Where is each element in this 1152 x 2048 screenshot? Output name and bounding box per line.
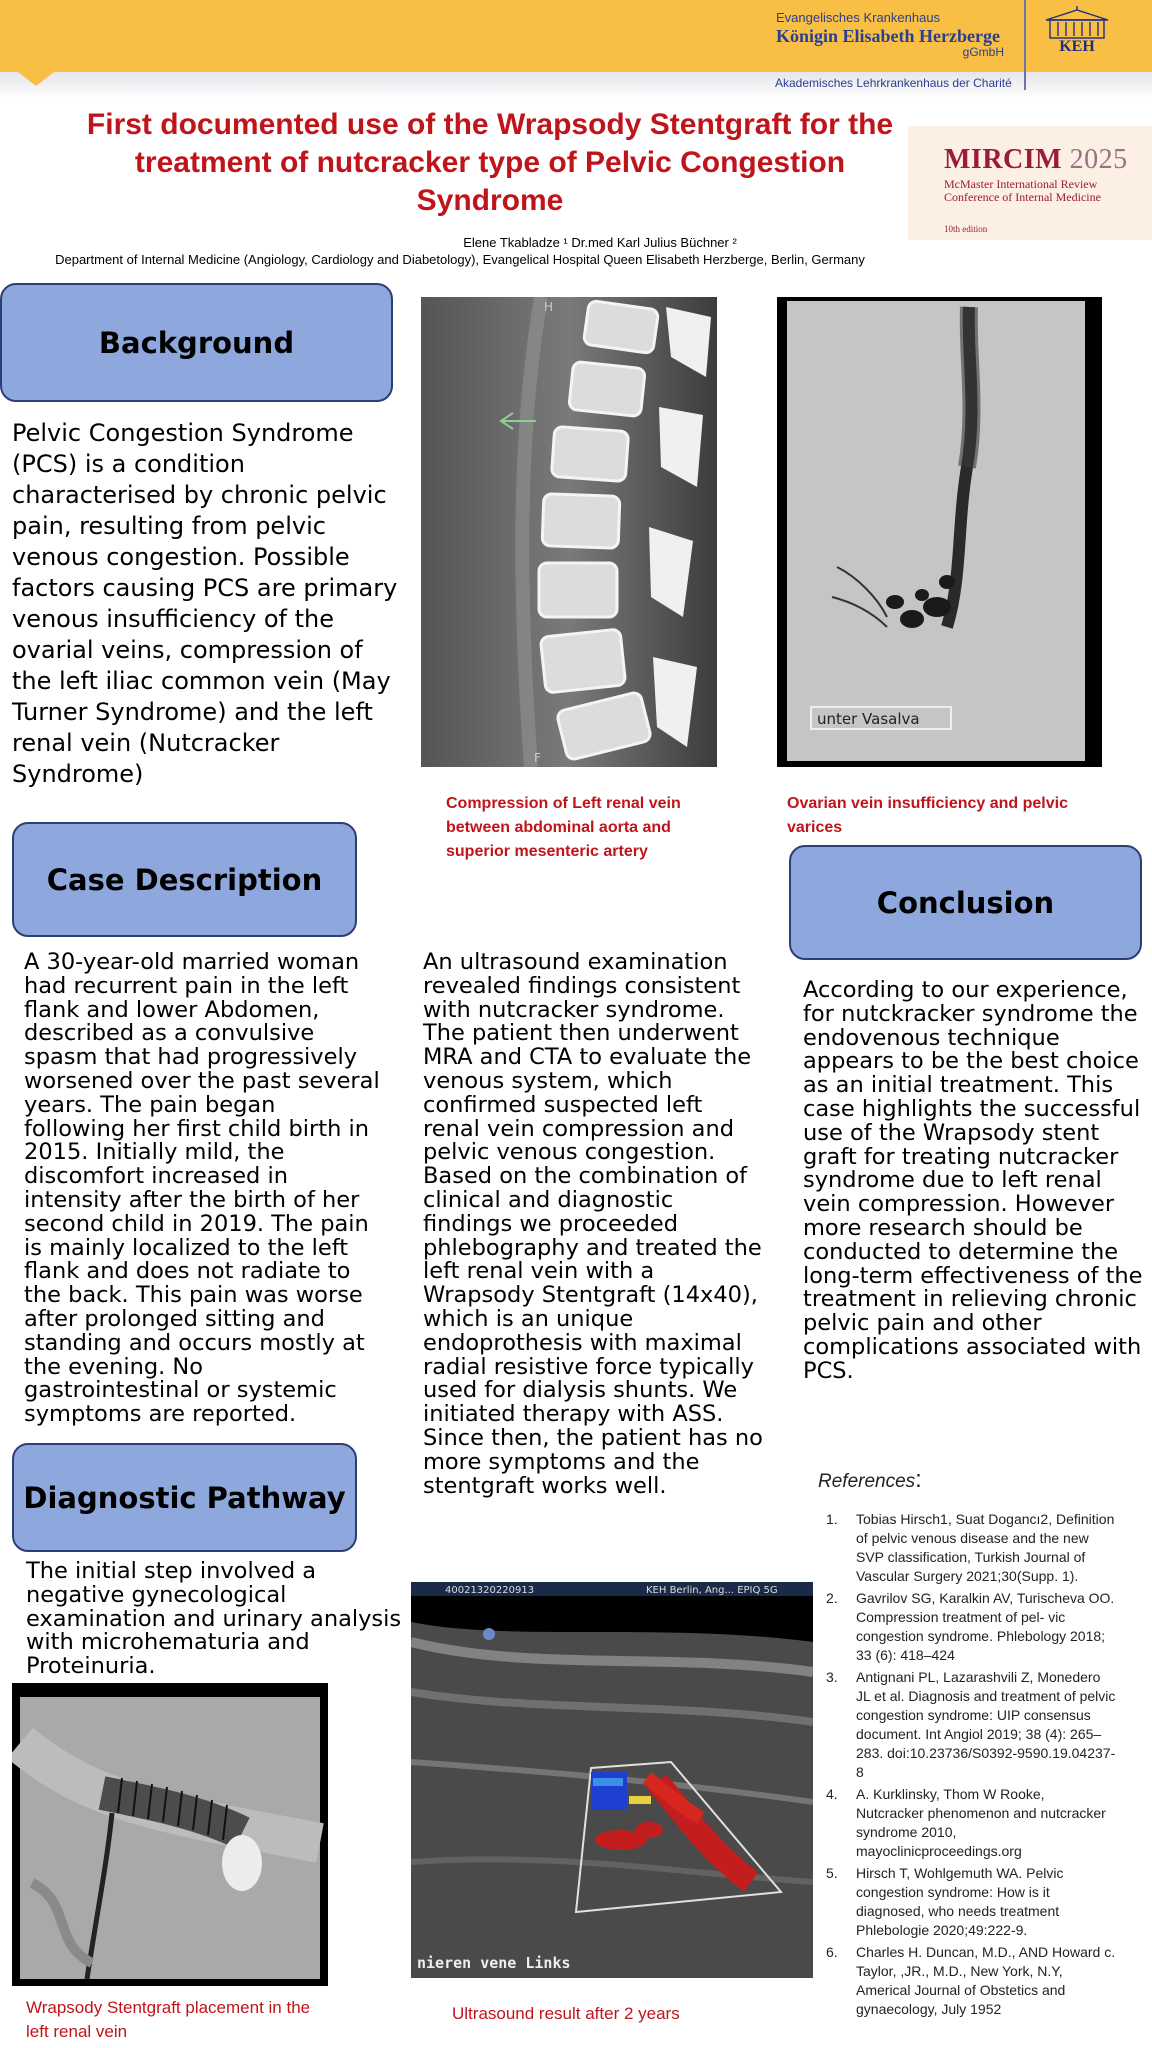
mircim-logo (908, 126, 1152, 240)
academic-label: Akademisches Lehrkrankenhaus der Charité (775, 76, 1012, 90)
diagnostic-pathway-heading: Diagnostic Pathway (12, 1443, 357, 1552)
stentgraft-caption: Wrapsody Stentgraft placement in the left renal vein (26, 1998, 311, 2041)
ct-spine-image (421, 297, 717, 767)
reference-number: 5. (826, 1865, 838, 1881)
mircim-year: 2025 (1069, 144, 1128, 175)
reference-text: Gavrilov SG, Karalkin AV, Turischeva OO. Compression treatment of pel- vic congestion syndrome. Phlebology 2018; 33 (6): 418–424 (856, 1590, 1115, 1663)
ultrasound-caption: Ultrasound result after 2 years (452, 2004, 680, 2023)
mircim-edition: 10th edition (944, 224, 988, 234)
ultrasound-header-right: KEH Berlin, Ang... EPIQ 5G (646, 1585, 778, 1596)
phlebography-image (777, 297, 1102, 767)
authors: Elene Tkabladze ¹ Dr.med Karl Julius Büchner ² (463, 235, 737, 250)
mircim-wordmark (944, 144, 1128, 176)
hospital-name: Königin Elisabeth Herzberge (776, 26, 1000, 46)
affiliation: Department of Internal Medicine (Angiology, Cardiology and Diabetology), Evangelical Hospital Queen Elisabeth Herzberge, Berlin, Germany (55, 252, 865, 267)
references-list (826, 1510, 1116, 2022)
reference-number: 2. (826, 1590, 838, 1606)
phlebography-caption: Ovarian vein insufficiency and pelvic varices (787, 795, 1068, 836)
background-heading: Background (0, 283, 393, 402)
ct-label-bottom: F (534, 751, 541, 765)
reference-text: Charles H. Duncan, M.D., AND Howard c. Taylor, ,JR., M.D., New York, N.Y, Americal Journal of Obstetics and gynaecology, July 1952 (856, 1944, 1116, 2017)
case-description-heading: Case Description (12, 822, 357, 937)
poster-title: First documented use of the Wrapsody Stentgraft for the treatment of nutcracker type of Pelvic Congestion Syndrome (86, 108, 894, 217)
reference-number: 4. (826, 1786, 838, 1802)
reference-text: Hirsch T, Wohlgemuth WA. Pelvic congestion syndrome: How is it diagnosed, who needs treatment Phlebologie 2020;49:222-9. (856, 1865, 1064, 1938)
diagnostic-pathway-text: The initial step involved a negative gynecological examination and urinary analysis with microhematuria and Proteinuria. (26, 1558, 402, 1680)
reference-text: A. Kurklinsky, Thom W Rooke, Nutcracker phenomenon and nutcracker syndrome 2010, mayoclinicproceedings.org (856, 1786, 1106, 1859)
treatment-text: An ultrasound examination revealed findings consistent with nutcracker syndrome. The patient then underwent MRA and CTA to evaluate the venous system, which confirmed suspected left renal vein compression and pelvic venous congestion. Based on the combination of clinical and diagnostic findings we proceeded phlebography and treated the left renal vein with a Wrapsody Stentgraft (14x40), which is an unique endoprothesis with maximal radial resistive force typically used for dialysis shunts. We initiated therapy with ASS. Since then, the patient has no more symptoms and the stentgraft works well. (423, 949, 763, 1499)
reference-text: Antignani PL, Lazarashvili Z, Monedero JL et al. Diagnosis and treatment of pelvic congestion syndrome: UIP consensus document. Int Angiol 2019; 38 (4): 265–283. doi:10.23736/S0392-9590.19.04237-8 (856, 1669, 1116, 1780)
references-heading (818, 1466, 922, 1494)
ultrasound-image (411, 1582, 813, 1978)
reference-item (826, 1943, 1116, 2019)
mircim-subtitle: McMaster International Review Conference of Internal Medicine (944, 177, 1101, 204)
conclusion-heading: Conclusion (789, 845, 1142, 960)
mircim-name: MIRCIM (944, 144, 1063, 175)
keh-label: KEH (1059, 38, 1095, 55)
reference-item (826, 1589, 1116, 1665)
reference-number: 1. (826, 1511, 838, 1527)
ultrasound-footer: nieren vene Links (417, 1954, 571, 1972)
reference-number: 3. (826, 1669, 838, 1685)
ultrasound-header-left: 40021320220913 (445, 1585, 535, 1596)
case-description-text: A 30-year-old married woman had recurrent pain in the left flank and lower Abdomen, described as a convulsive spasm that had progressively worsened over the past several years. The pain began following her first child birth in 2015. Initially mild, the discomfort increased in intensity after the birth of her second child in 2019. The pain is mainly localized to the left flank and does not radiate to the back. This pain was worse after prolonged sitting and standing and occurs mostly at the evening. No gastrointestinal or systemic symptoms are reported. (24, 949, 380, 1428)
header-divider (1024, 0, 1026, 90)
reference-item (826, 1864, 1116, 1940)
reference-item (826, 1785, 1116, 1861)
reference-item (826, 1510, 1116, 1586)
reference-number: 6. (826, 1944, 838, 1960)
conclusion-text: According to our experience, for nutckracker syndrome the endovenous technique appears to be the best choice as an initial treatment. This case highlights the successful use of the Wrapsody stent graft for treating nutcracker syndrome due to left renal vein compression. However more research should be conducted to determine the long-term effectiveness of the treatment in relieving chronic pelvic pain and other complications associated with PCS. (803, 977, 1143, 1384)
references-heading-text: References (818, 1471, 916, 1492)
stentgraft-image (12, 1683, 328, 1986)
ct-caption: Compression of Left renal vein between abdominal aorta and superior mesenteric artery (446, 795, 681, 860)
reference-text: Tobias Hirsch1, Suat Dogancı2, Definition of pelvic venous disease and the new SVP classification, Turkish Journal of Vascular Surgery 2021;30(Supp. 1). (856, 1511, 1115, 1584)
reference-item (826, 1668, 1116, 1782)
phlebography-label: unter Vasalva (817, 710, 920, 728)
hospital-small-label: Evangelisches Krankenhaus (776, 10, 941, 25)
references-colon: : (915, 1466, 922, 1493)
ct-label-top: H (544, 300, 554, 314)
hospital-suffix: gGmbH (962, 45, 1004, 59)
header-notch (18, 72, 54, 86)
hospital-logo-text (760, 0, 1028, 72)
background-text: Pelvic Congestion Syndrome (PCS) is a condition characterised by chronic pelvic pain, resulting from pelvic venous congestion. Possible factors causing PCS are primary venous insufficiency of the ovarial veins, compression of the left iliac common vein (May Turner Syndrome) and the left renal vein (Nutcracker Syndrome) (12, 419, 398, 788)
